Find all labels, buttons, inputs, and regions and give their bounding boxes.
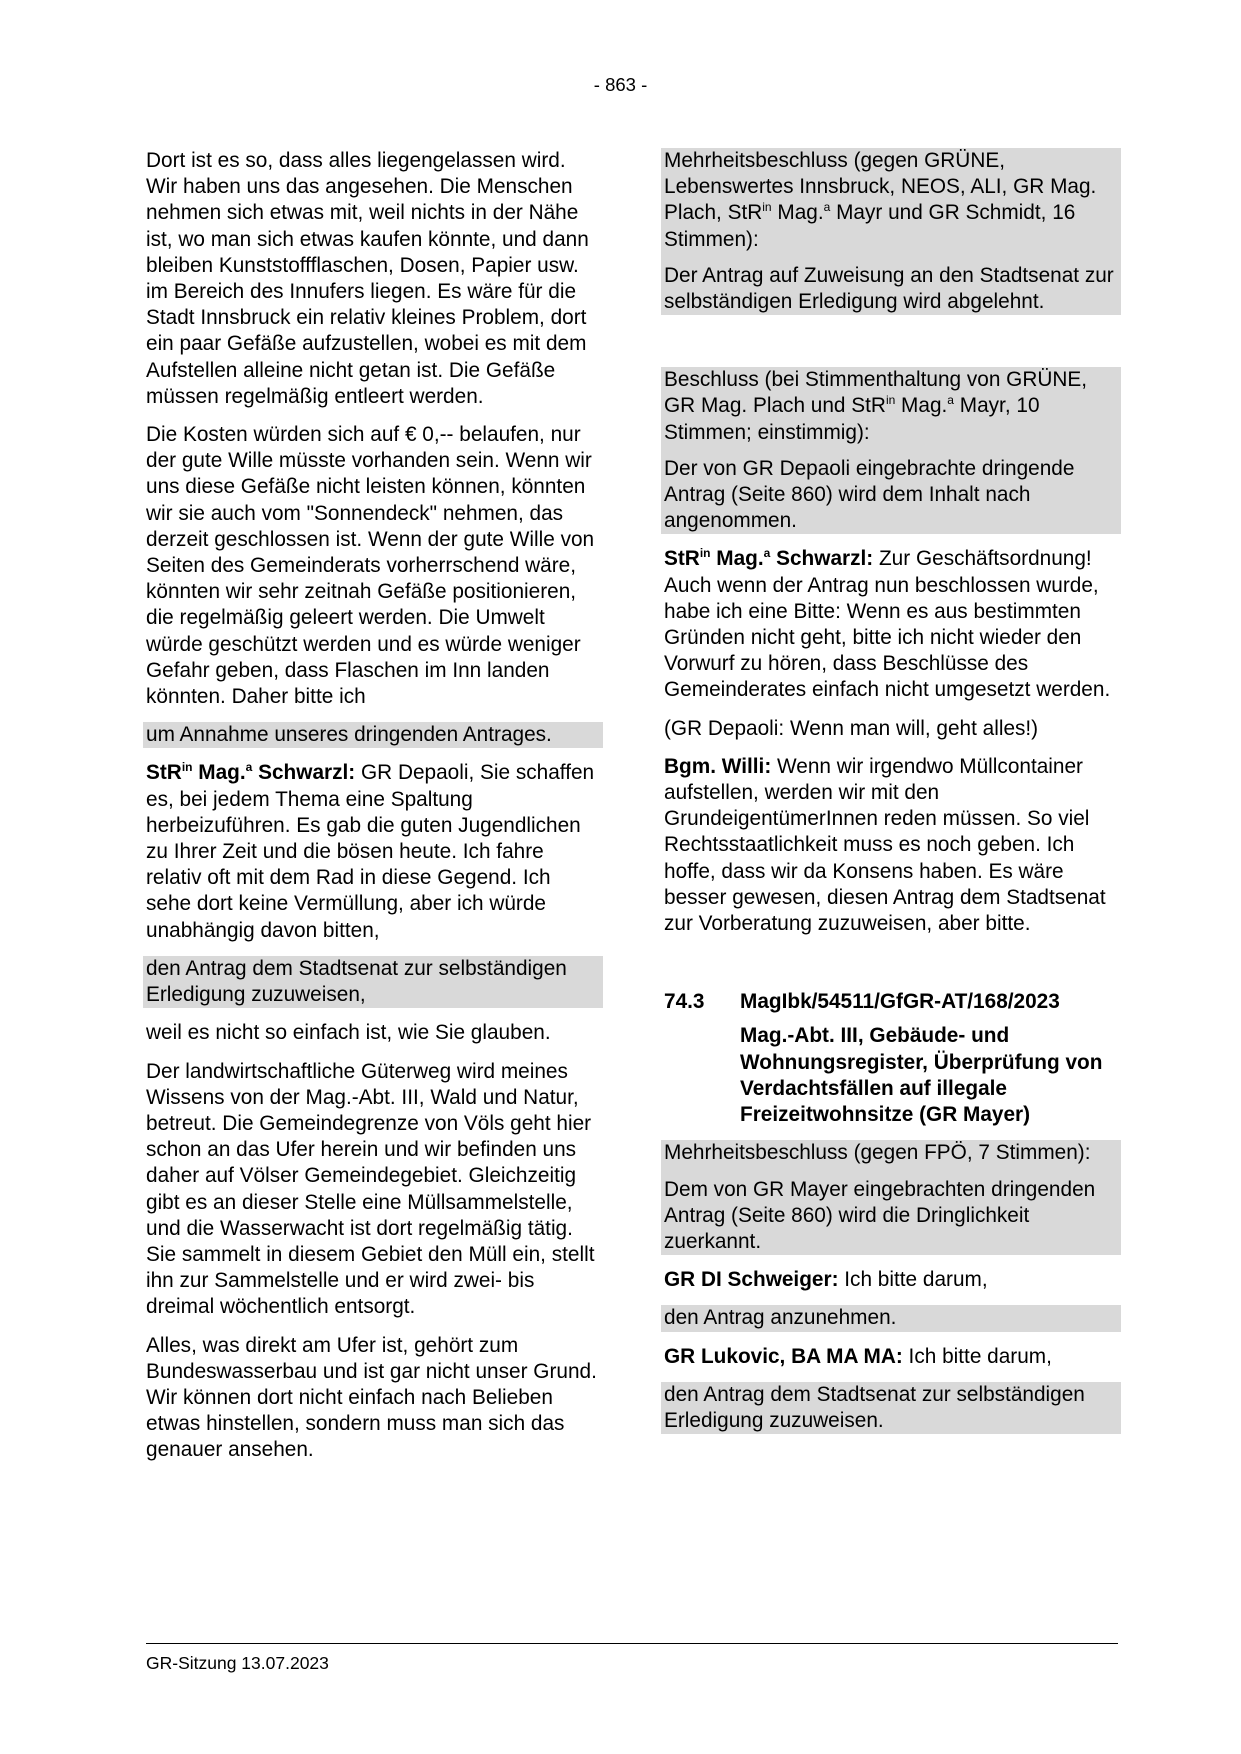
- speech-text: Ich bitte darum,: [838, 1268, 988, 1292]
- speaker-name: GR Lukovic, BA MA MA:: [664, 1344, 903, 1368]
- speaker-name: Bgm. Willi:: [664, 754, 772, 778]
- section-id: MagIbk/54511/GfGR-AT/168/2023: [740, 990, 1060, 1014]
- resolution-vote: Mehrheitsbeschluss (gegen FPÖ, 7 Stimmen):: [664, 1141, 1091, 1165]
- speech-text: Wenn wir irgendwo Müllcontainer aufstellen, werden wir mit den GrundeigentümerInnen reden müssen. So viel Rechtsstaatlichkeit muss es noch geben. Ich hoffe, dass wir da Konsens haben. Es wäre besser gewesen, diesen Antrag dem Stadtsenat zur Vorberatung zuzuweisen, aber bitte.: [664, 754, 1106, 936]
- paragraph: Der landwirtschaftliche Güterweg wird meines Wissens von der Mag.-Abt. III, Wald und Natur, betreut. Die Gemeindegrenze von Völs geht hier schon an das Ufer herein und wir befinden uns daher auf Völser Gemeindegebiet. Gleichzeitig gibt es an dieser Stelle eine Müllsammelstelle, und die Wasserwacht ist dort regelmäßig tätig. Sie sammelt in diesem Gebiet den Müll ein, stellt ihn zur Sammelstelle und er wird zwei- bis dreimal wöchentlich entsorgt.: [146, 1059, 595, 1319]
- section-number: 74.3: [664, 990, 705, 1014]
- speech-paragraph: [146, 760, 600, 943]
- resolution-text: Der von GR Depaoli eingebrachte dringende Antrag (Seite 860) wird dem Inhalt nach angenommen.: [664, 456, 1075, 533]
- section-heading: [664, 989, 1118, 1015]
- right-column: [664, 148, 1118, 1446]
- highlighted-request: [661, 1305, 1121, 1331]
- speaker-name: StR$^{in}$ Mag.$^a$ Schwarzl:: [664, 546, 874, 571]
- resolution-box: [661, 367, 1121, 534]
- footer-text: GR-Sitzung 13.07.2023: [146, 1653, 329, 1673]
- speaker-name: GR DI Schweiger:: [664, 1268, 839, 1292]
- speech-paragraph: [664, 754, 1118, 937]
- highlighted-request: [661, 1382, 1121, 1434]
- speaker-name: StR$^{in}$ Mag.$^a$ Schwarzl:: [146, 760, 356, 785]
- resolution-vote: Mehrheitsbeschluss (gegen GRÜNE, Lebenswertes Innsbruck, NEOS, ALI, GR Mag. Plach, StR$^{in}$ Mag.$^a$ Mayr und GR Schmidt, 16 Stimmen):: [664, 149, 1097, 251]
- highlighted-request: [143, 956, 603, 1008]
- highlighted-text: den Antrag dem Stadtsenat zur selbständigen Erledigung zuzuweisen,: [146, 956, 567, 1007]
- section-title: Mag.-Abt. III, Gebäude- und Wohnungsregister, Überprüfung von Verdachtsfällen auf illegale Freizeitwohnsitze (GR Mayer): [740, 1024, 1103, 1127]
- resolution-box: [661, 1140, 1121, 1255]
- paragraph: weil es nicht so einfach ist, wie Sie glauben.: [146, 1021, 551, 1045]
- page-number: - 863 -: [593, 74, 648, 95]
- left-column: [146, 148, 600, 1476]
- highlighted-text: den Antrag dem Stadtsenat zur selbständigen Erledigung zuzuweisen.: [664, 1382, 1085, 1432]
- speech-paragraph: [664, 1267, 1118, 1293]
- speech-paragraph: [664, 546, 1118, 703]
- speech-text: GR Depaoli, Sie schaffen es, bei jedem Thema eine Spaltung herbeizuführen. Es gab die guten Jugendlichen zu Ihrer Zeit und die bösen heute. Ich fahre relativ oft mit dem Rad in diese Gegend. Ich sehe dort keine Vermüllung, aber ich würde unabhängig davon bitten,: [146, 761, 595, 942]
- footer-divider: [146, 1643, 1118, 1644]
- paragraph: Dort ist es so, dass alles liegengelassen wird. Wir haben uns das angesehen. Die Menschen nehmen sich etwas mit, weil nichts in der Nähe ist, wo man sich etwas kaufen könnte, und dann bleiben Kunststoffflaschen, Dosen, Papier usw. im Bereich des Innufers liegen. Es wäre für die Stadt Innsbruck ein relativ kleines Problem, dort ein paar Gefäße aufzustellen, wobei es mit dem Aufstellen alleine nicht getan ist. Die Gefäße müssen regelmäßig entleert werden.: [146, 149, 589, 408]
- speech-text: Ich bitte darum,: [902, 1344, 1052, 1368]
- highlighted-text: den Antrag anzunehmen.: [664, 1306, 897, 1330]
- resolution-vote: Beschluss (bei Stimmenthaltung von GRÜNE, GR Mag. Plach und StR$^{in}$ Mag.$^a$ Mayr, 10 Stimmen; einstimmig):: [664, 368, 1088, 444]
- highlighted-request: [143, 722, 603, 748]
- paragraph: Die Kosten würden sich auf € 0,-- belaufen, nur der gute Wille müsste vorhanden sein. Wenn wir uns diese Gefäße nicht leisten können, könnten wir sie auch vom "Sonnendeck" nehmen, das derzeit geschlossen ist. Wenn der gute Wille von Seiten des Gemeinderats vorherrschend wäre, könnten wir sehr zeitnah Gefäße positionieren, die regelmäßig geleert werden. Die Umwelt würde geschützt werden und es würde weniger Gefahr geben, dass Flaschen im Inn landen könnten. Daher bitte ich: [146, 423, 595, 709]
- resolution-text: Der Antrag auf Zuweisung an den Stadtsenat zur selbständigen Erledigung wird abgelehnt.: [664, 263, 1114, 314]
- paragraph: Alles, was direkt am Ufer ist, gehört zum Bundeswasserbau und ist gar nicht unser Grund. Wir können dort nicht einfach nach Belieben etwas hinstellen, sondern muss man sich das genauer ansehen.: [146, 1333, 597, 1462]
- resolution-text: Dem von GR Mayer eingebrachten dringenden Antrag (Seite 860) wird die Dringlichkeit zuerkannt.: [664, 1177, 1096, 1253]
- speech-paragraph: [664, 1344, 1118, 1370]
- interjection: (GR Depaoli: Wenn man will, geht alles!): [664, 716, 1039, 740]
- speech-text: Zur Geschäftsordnung! Auch wenn der Antrag nun beschlossen wurde, habe ich eine Bitte: Wenn es aus bestimmten Gründen nicht geht, bitte ich nicht wieder den Vorwurf zu hören, dass Beschlüsse des Gemeinderates einfach nicht umgesetzt werden.: [664, 547, 1111, 702]
- highlighted-text: um Annahme unseres dringenden Antrages.: [146, 723, 552, 747]
- resolution-box: [661, 148, 1121, 315]
